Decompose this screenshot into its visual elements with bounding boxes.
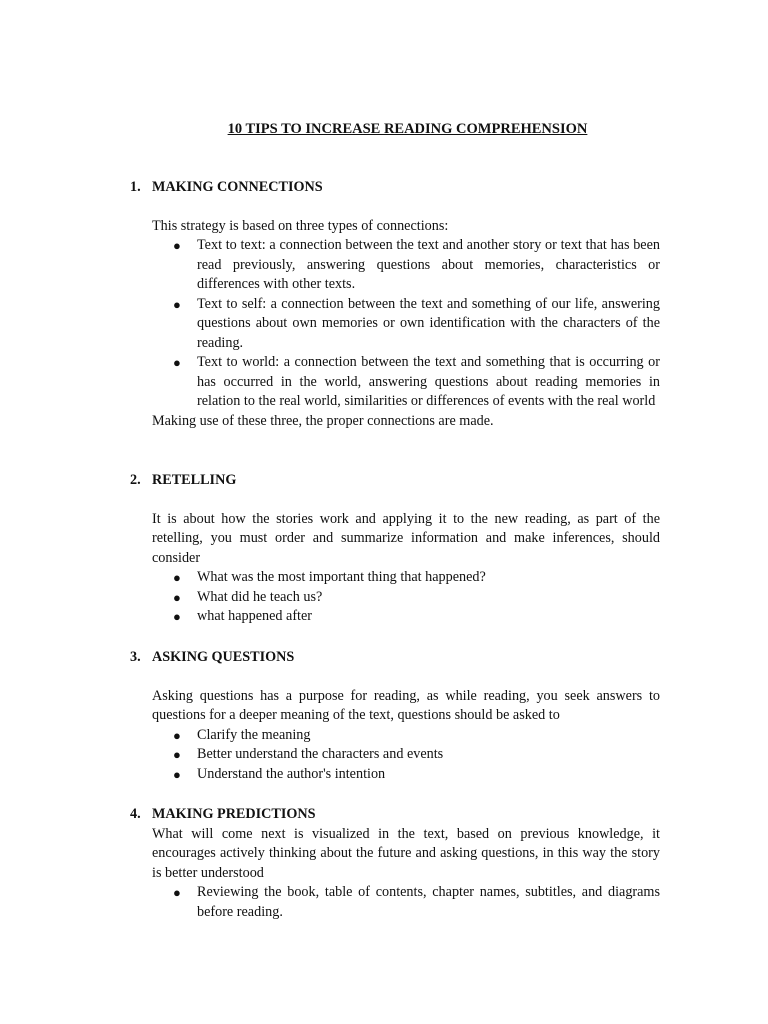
section-title: RETELLING (152, 472, 237, 488)
document-title: 10 TIPS TO INCREASE READING COMPREHENSION (227, 121, 588, 137)
bullet-list (152, 236, 660, 412)
bullet-icon: ● (173, 296, 181, 312)
list-item: ● Text to text: a connection between the text and another story or text that has been read previously, answering questions about memories, characteristics or differences with other texts. (173, 237, 660, 292)
section-number: 3. (130, 649, 141, 665)
bullet-list (152, 883, 660, 922)
bullet-list (152, 568, 660, 627)
section-outro: Making use of these three, the proper connections are made. (152, 412, 494, 429)
list-item: ● what happened after (152, 607, 660, 627)
section-asking-questions (130, 648, 660, 784)
list-item: ● Reviewing the book, table of contents, chapter names, subtitles, and diagrams before reading. (173, 884, 660, 920)
section-title: ASKING QUESTIONS (152, 649, 295, 665)
bullet-list (152, 726, 660, 785)
section-intro: It is about how the stories work and applying it to the new reading, as part of the retelling, you must order and summarize information and make inferences, should consider (152, 510, 660, 566)
section-retelling (130, 471, 660, 627)
bullet-icon: ● (173, 238, 181, 253)
bullet-icon: ● (173, 766, 181, 782)
list-item: ● Understand the author's intention (152, 765, 660, 785)
list-item: ● Better understand the characters and events (152, 745, 660, 765)
section-number: 2. (130, 472, 141, 488)
bullet-icon: ● (173, 589, 181, 605)
list-item: ● What did he teach us? (152, 588, 660, 608)
bullet-icon: ● (173, 355, 181, 370)
list-item: ● What was the most important thing that happened? (152, 568, 660, 588)
section-heading (130, 648, 660, 668)
list-item: ● Clarify the meaning (152, 726, 660, 746)
bullet-icon: ● (173, 570, 181, 585)
section-making-connections (130, 178, 660, 431)
section-heading (130, 471, 660, 491)
bullet-icon: ● (173, 747, 181, 762)
section-title: MAKING PREDICTIONS (152, 806, 316, 822)
section-heading (130, 178, 660, 198)
section-making-predictions (130, 805, 660, 922)
section-intro: Asking questions has a purpose for reading, as while reading, you seek answers to questions for a deeper meaning of the text, questions should be asked to (152, 687, 660, 723)
section-title: MAKING CONNECTIONS (152, 179, 323, 195)
section-heading (130, 805, 660, 825)
section-number: 1. (130, 179, 141, 195)
bullet-icon: ● (173, 609, 181, 624)
list-item: ● Text to self: a connection between the text and something of our life, answering questions about own memories or own identification with the characters of the reading. (173, 295, 660, 351)
list-item: ● Text to world: a connection between the text and something that is occurring or has occurred in the world, answering questions about reading memories in relation to the real world, similarities or differences of events with the real world (173, 354, 660, 409)
bullet-icon: ● (173, 885, 181, 900)
section-number: 4. (130, 806, 141, 822)
section-intro: What will come next is visualized in the text, based on previous knowledge, it encourages actively thinking about the future and asking questions, in this way the story is better understood (152, 825, 660, 881)
section-intro: This strategy is based on three types of connections: (152, 217, 449, 234)
bullet-icon: ● (173, 727, 181, 743)
